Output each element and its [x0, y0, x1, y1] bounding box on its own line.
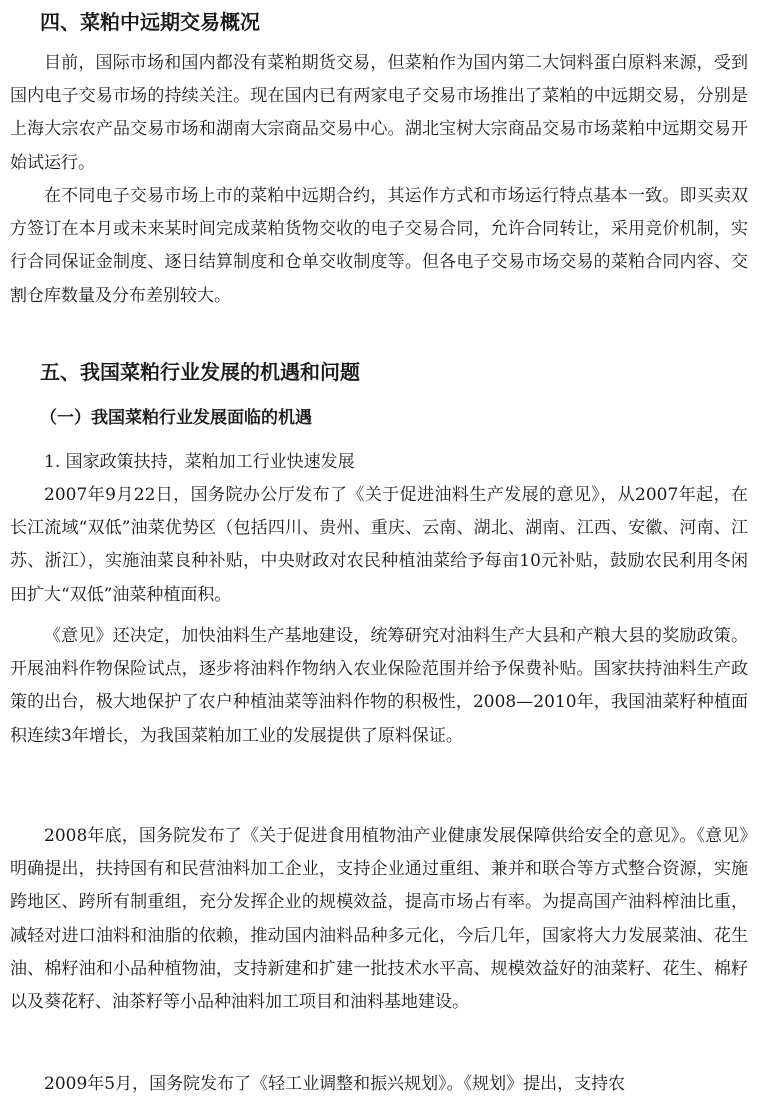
- section-5-paragraph-3: 2008年底，国务院发布了《关于促进食用植物油产业健康发展保障供给安全的意见》。《意见》明确提出，扶持国有和民营油料加工企业，支持企业通过重组、兼并和联合等方式整合资源，实施跨地区、跨所有制重组，充分发挥企业的规模效益，提高市场占有率。为提高国产油料榨油比重，减轻对进口油料和油脂的依赖，推动国内油料品种多元化，今后几年，国家将大力发展菜油、花生油、棉籽油和小品种植物油，支持新建和扩建一批技术水平高、规模效益好的油菜籽、花生、棉籽以及葵花籽、油茶籽等小品种油料加工项目和油料基地建设。: [10, 826, 748, 1013]
- section-4-heading: 四、菜粕中远期交易概况: [40, 10, 260, 34]
- section-4-paragraph-2: 在不同电子交易市场上市的菜粕中远期合约，其运作方式和市场运行特点基本一致。即买卖双方签订在本月或未来某时间完成菜粕货物交收的电子交易合同，允许合同转让，采用竞价机制，实行合同保证金制度、逐日结算制度和仓单交收制度等。但各电子交易市场交易的菜粕合同内容、交割仓库数量及分布差别较大。: [10, 186, 748, 306]
- section-4-paragraph-1: 目前，国际市场和国内都没有菜粕期货交易，但菜粕作为国内第二大饲料蛋白原料来源，受到国内电子交易市场的持续关注。现在国内已有两家电子交易市场推出了菜粕的中远期交易，分别是上海大宗农产品交易市场和湖南大宗商品交易中心。湖北宝树大宗商品交易市场菜粕中远期交易开始试运行。: [10, 53, 748, 173]
- section-5-paragraph-1: 2007年9月22日，国务院办公厅发布了《关于促进油料生产发展的意见》，从2007年起，在长江流域“双低”油菜优势区（包括四川、贵州、重庆、云南、湖北、湖南、江西、安徽、河南、江苏、浙江），实施油菜良种补贴，中央财政对农民种植油菜给予每亩10元补贴，鼓励农民利用冬闲田扩大“双低”油菜种植面积。: [10, 485, 748, 605]
- item-1-heading: 1. 国家政策扶持，菜粕加工行业快速发展: [44, 452, 355, 472]
- subsection-1-heading: （一）我国菜粕行业发展面临的机遇: [40, 408, 312, 428]
- section-5-paragraph-4: 2009年5月，国务院发布了《轻工业调整和振兴规划》。《规划》提出，支持农: [44, 1074, 626, 1094]
- section-5-heading: 五、我国菜粕行业发展的机遇和问题: [40, 360, 360, 384]
- section-5-paragraph-2: 《意见》还决定，加快油料生产基地建设，统筹研究对油料生产大县和产粮大县的奖励政策。开展油料作物保险试点，逐步将油料作物纳入农业保险范围并给予保费补贴。国家扶持油料生产政策的出台，极大地保护了农户种植油菜等油料作物的积极性，2008—2010年，我国油菜籽种植面积连续3年增长，为我国菜粕加工业的发展提供了原料保证。: [10, 626, 748, 746]
